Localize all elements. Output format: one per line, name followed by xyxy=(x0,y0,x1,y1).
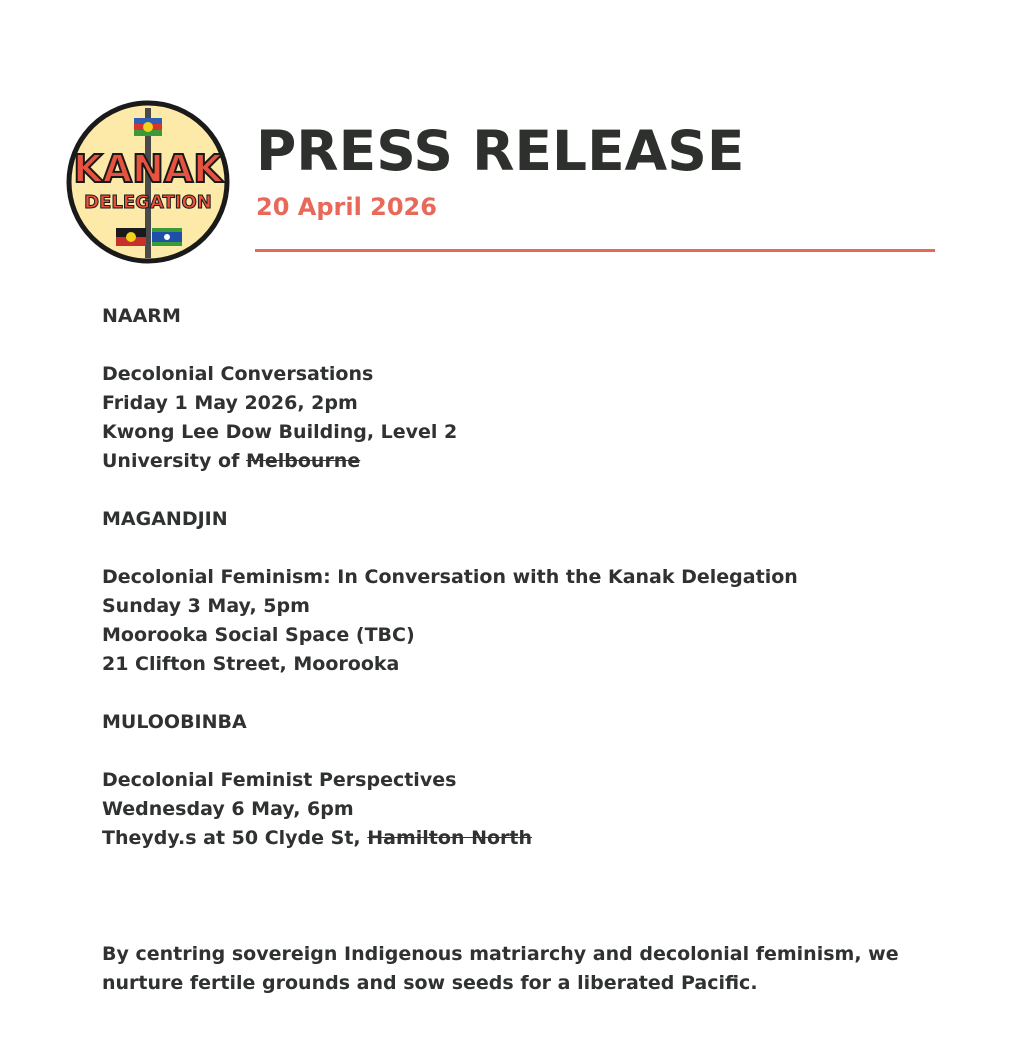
page-title: PRESS RELEASE xyxy=(256,119,745,183)
event-venue: Kwong Lee Dow Building, Level 2 xyxy=(102,421,458,443)
release-date: 20 April 2026 xyxy=(256,193,437,221)
event-name: Decolonial Feminism: In Conversation with the Kanak Delegation xyxy=(102,566,798,588)
event-name: Decolonial Conversations xyxy=(102,363,374,385)
closing-statement-line-1: By centring sovereign Indigenous matriarchy and decolonial feminism, we xyxy=(102,943,899,965)
event-name: Decolonial Feminist Perspectives xyxy=(102,769,457,791)
logo-word-kanak: KANAK xyxy=(73,147,223,191)
event-place-prefix: University of xyxy=(102,450,246,472)
header-divider xyxy=(255,249,935,252)
event-place-struck: Melbourne xyxy=(245,450,361,472)
aboriginal-flag-icon xyxy=(116,228,146,246)
torres-strait-flag-icon xyxy=(152,228,182,246)
event-address: 21 Clifton Street, Moorooka xyxy=(102,653,400,675)
event-venue: Moorooka Social Space (TBC) xyxy=(102,624,415,646)
region-heading: MULOOBINBA xyxy=(102,711,247,733)
event-place xyxy=(102,447,982,476)
event-datetime: Sunday 3 May, 5pm xyxy=(102,595,310,617)
event-place xyxy=(102,824,982,853)
region-heading: MAGANDJIN xyxy=(102,508,228,530)
logo-word-delegation: DELEGATION xyxy=(84,192,212,213)
kanak-delegation-logo xyxy=(66,100,230,264)
event-place-prefix: Theydy.s at 50 Clyde St, xyxy=(102,827,368,849)
region-heading: NAARM xyxy=(102,305,181,327)
press-release-body xyxy=(102,302,982,998)
event-datetime: Friday 1 May 2026, 2pm xyxy=(102,392,358,414)
kanaky-flag-icon xyxy=(134,118,162,136)
event-datetime: Wednesday 6 May, 6pm xyxy=(102,798,354,820)
closing-statement-line-2: nurture fertile grounds and sow seeds for a liberated Pacific. xyxy=(102,972,758,994)
event-place-struck: Hamilton North xyxy=(367,827,533,849)
